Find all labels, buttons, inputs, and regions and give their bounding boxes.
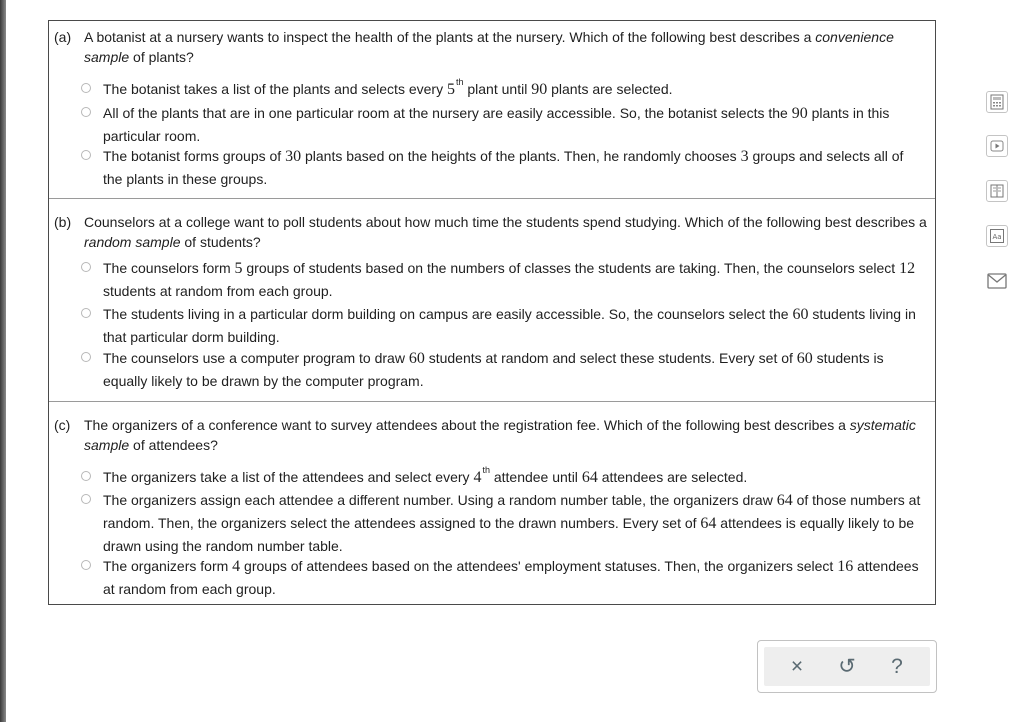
question-text: A botanist at a nursery wants to inspect the health of the plants at the nursery. Which of the following best describes a: [84, 29, 812, 45]
option-number: 60: [796, 350, 813, 367]
calculator-icon[interactable]: [986, 91, 1008, 113]
option-number: 64: [700, 515, 717, 532]
option-number: 12: [899, 260, 916, 277]
option-text: groups of attendees based on the attendees' employment statuses. Then, the organizers select: [240, 558, 838, 574]
option-text: of those numbers at random. Then, the organizers select the attendees assigned to the drawn numbers. Every set of: [103, 492, 921, 531]
glossary-icon[interactable]: [986, 225, 1008, 247]
option-number: 3: [740, 148, 749, 165]
radio-button[interactable]: [81, 308, 91, 318]
question-text-end: of attendees?: [133, 437, 218, 453]
radio-button[interactable]: [81, 494, 91, 504]
option-number: 4: [232, 558, 241, 575]
radio-button[interactable]: [81, 83, 91, 93]
part-label: (a): [54, 29, 72, 45]
answer-actions-bar: [764, 647, 930, 686]
option-a2[interactable]: [81, 102, 921, 147]
option-text: students living in that particular dorm building.: [103, 306, 916, 345]
radio-button[interactable]: [81, 352, 91, 362]
option-c3[interactable]: [81, 555, 921, 600]
option-text: students at random from each group.: [103, 283, 333, 299]
option-text: students at random and select these students. Every set of: [424, 350, 797, 366]
help-button[interactable]: ?: [891, 654, 903, 678]
option-number: 90: [791, 105, 808, 122]
question-text-end: of students?: [184, 234, 261, 250]
option-text: The botanist takes a list of the plants and selects every: [103, 81, 447, 97]
option-a3[interactable]: [81, 145, 921, 190]
option-b2[interactable]: [81, 303, 921, 348]
option-text: plants are selected.: [547, 81, 673, 97]
option-number: 5: [446, 81, 455, 98]
option-number: 4: [473, 469, 482, 486]
option-text: plants in this particular room.: [103, 105, 890, 144]
part-c-question: [54, 415, 927, 455]
option-number: 60: [408, 350, 425, 367]
option-text: attendees is equally likely to be drawn using the random number table.: [103, 515, 915, 554]
svg-text:Aa: Aa: [992, 233, 1002, 241]
option-text: The organizers take a list of the attendees and select every: [103, 469, 474, 485]
option-text: The organizers assign each attendee a different number. Using a random number table, the organizers draw: [103, 492, 777, 508]
radio-button[interactable]: [81, 107, 91, 117]
part-a: [49, 21, 935, 199]
option-text: groups of students based on the numbers of classes the students are taking. Then, the counselors select: [242, 260, 900, 276]
option-number: 64: [776, 492, 793, 509]
part-a-question: [54, 27, 927, 67]
option-text: groups and selects all of the plants in these groups.: [103, 148, 904, 187]
question-text-end: of plants?: [133, 49, 194, 65]
option-number: 30: [285, 148, 302, 165]
email-icon[interactable]: [986, 270, 1008, 292]
radio-button[interactable]: [81, 150, 91, 160]
option-text: attendees at random from each group.: [103, 558, 919, 597]
radio-button[interactable]: [81, 262, 91, 272]
undo-button[interactable]: ↺: [838, 655, 856, 678]
option-text: The students living in a particular dorm building on campus are easily accessible. So, the counselors select the: [103, 306, 793, 322]
answer-actions: [757, 640, 937, 693]
question-emphasis: convenience sample: [84, 29, 894, 65]
option-number: 16: [837, 558, 854, 575]
window-left-edge: [0, 0, 6, 722]
question-panel: [48, 20, 936, 605]
option-text: attendees are selected.: [597, 469, 748, 485]
radio-button[interactable]: [81, 471, 91, 481]
question-emphasis: systematic sample: [84, 417, 916, 453]
radio-button[interactable]: [81, 560, 91, 570]
option-text: attendee until: [489, 469, 582, 485]
video-icon[interactable]: [986, 135, 1008, 157]
part-label: (b): [54, 214, 72, 230]
part-c: [49, 402, 935, 604]
part-b-question: [54, 212, 927, 252]
part-b: [49, 199, 935, 402]
clear-button[interactable]: ×: [790, 654, 804, 678]
textbook-icon[interactable]: [986, 180, 1008, 202]
ordinal-suffix: th: [482, 465, 490, 475]
option-text: All of the plants that are in one particular room at the nursery are easily accessible. So, the botanist selects the: [103, 105, 792, 121]
question-text: Counselors at a college want to poll students about how much time the students spend studying. Which of the following best describes a: [84, 214, 927, 230]
option-text: plant until: [463, 81, 532, 97]
option-text: The organizers form: [103, 558, 233, 574]
option-number: 90: [531, 81, 548, 98]
option-number: 60: [792, 306, 809, 323]
option-a1[interactable]: [81, 78, 921, 101]
option-text: The botanist forms groups of: [103, 148, 286, 164]
option-number: 5: [234, 260, 243, 277]
option-text: plants based on the heights of the plants. Then, he randomly chooses: [301, 148, 741, 164]
option-text: students is equally likely to be drawn by the computer program.: [103, 350, 884, 389]
option-text: The counselors use a computer program to draw: [103, 350, 409, 366]
option-b3[interactable]: [81, 347, 921, 392]
option-text: The counselors form: [103, 260, 235, 276]
option-c2[interactable]: [81, 489, 921, 557]
part-label: (c): [54, 417, 71, 433]
option-b1[interactable]: [81, 257, 921, 302]
question-text: The organizers of a conference want to survey attendees about the registration fee. Which of the following best describes a: [84, 417, 846, 433]
question-emphasis: random sample: [84, 234, 181, 250]
option-c1[interactable]: [81, 466, 921, 489]
option-number: 64: [581, 469, 598, 486]
ordinal-suffix: th: [455, 77, 464, 87]
